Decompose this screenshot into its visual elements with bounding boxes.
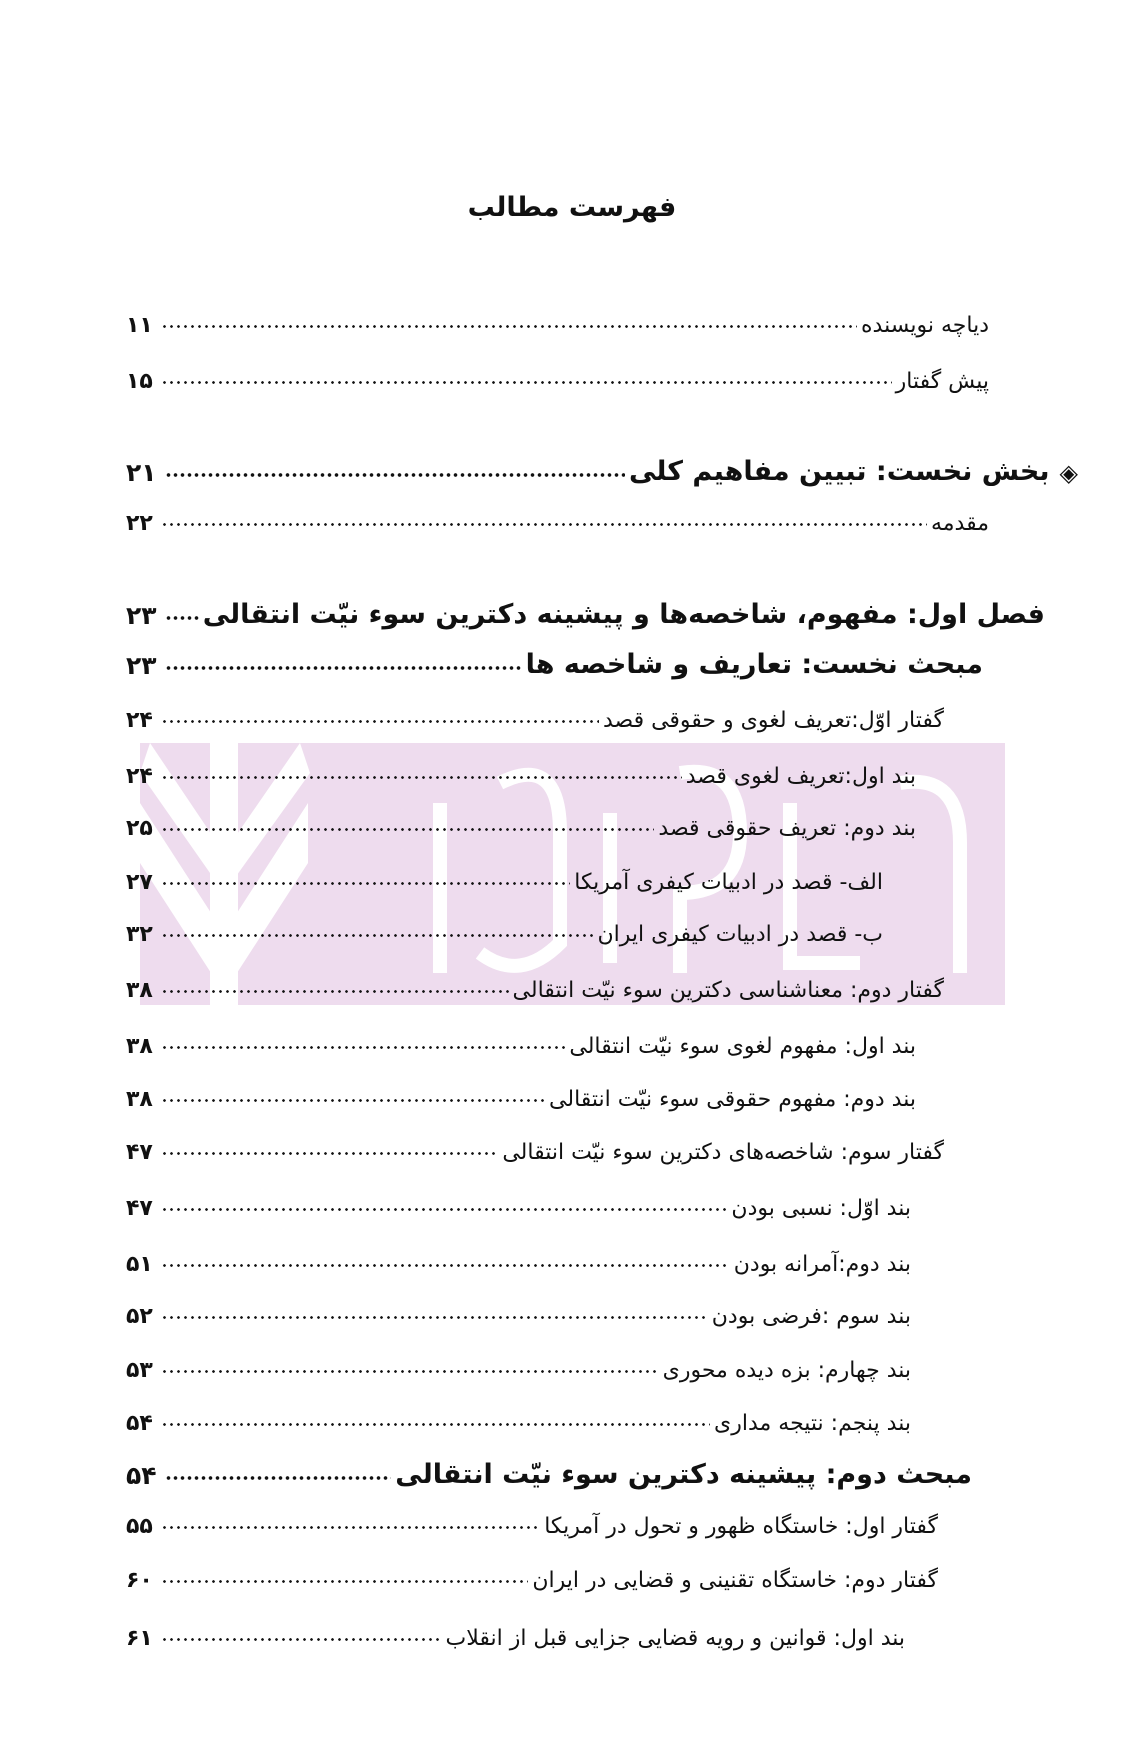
toc-entry-page: ۱۱: [126, 313, 153, 338]
toc-entry-page: ۵۵: [126, 1514, 153, 1539]
dot-leader: [161, 1638, 442, 1641]
toc-entry[interactable]: [126, 963, 944, 1003]
toc-entry[interactable]: [126, 640, 983, 680]
dot-leader: [161, 1208, 728, 1211]
toc-entry[interactable]: [126, 590, 1045, 630]
toc-entry-page: ۶۰: [126, 1568, 153, 1593]
dot-leader: [161, 325, 857, 328]
toc-entry-title: گفتار اول: خاستگاه ظهور و تحول در آمریکا: [544, 1514, 938, 1539]
dot-leader: [161, 1264, 730, 1267]
toc-entry-title: بند سوم :فرضی بودن: [711, 1304, 911, 1329]
page-title: فهرست مطالب: [467, 192, 677, 223]
dot-leader: [165, 1476, 392, 1480]
toc-entry[interactable]: [126, 496, 989, 536]
dot-leader: [165, 666, 522, 670]
toc-entry[interactable]: [126, 1611, 905, 1651]
toc-entry-title: پیش گفتار: [895, 369, 989, 394]
toc-entry[interactable]: [126, 447, 1078, 487]
toc-entry-title: گفتار سوم: شاخصه‌های دکترین سوء نیّت انتقالی: [502, 1140, 944, 1165]
diamond-icon: ◈: [1059, 459, 1078, 487]
dot-leader: [161, 381, 892, 384]
toc-entry[interactable]: [126, 693, 944, 733]
toc-entry[interactable]: [126, 907, 883, 947]
toc-entry-page: ۲۱: [126, 458, 157, 487]
dot-leader: [165, 473, 625, 477]
toc-entry-page: ۶۱: [126, 1626, 153, 1651]
dot-leader: [161, 1099, 545, 1102]
toc-entry-page: ۳۸: [126, 1087, 153, 1112]
toc-entry-title: گفتار دوم: خاستگاه تقنینی و قضایی در ایران: [532, 1568, 938, 1593]
toc-entry-title: بند دوم:آمرانه بودن: [733, 1252, 911, 1277]
toc-entry-title: مبحث دوم: پیشینه دکترین سوء نیّت انتقالی: [395, 1459, 972, 1490]
dot-leader: [161, 1046, 566, 1049]
toc-entry[interactable]: [126, 1237, 911, 1277]
toc-entry[interactable]: [126, 1289, 911, 1329]
toc-entry[interactable]: [126, 749, 916, 789]
toc-entry-title: بند اول: قوانین و رویه قضایی جزایی قبل از انقلاب: [445, 1626, 905, 1651]
dot-leader: [161, 1526, 540, 1529]
toc-entry-page: ۲۷: [126, 870, 153, 895]
dot-leader: [161, 934, 594, 937]
toc-entry-title: بند دوم: تعریف حقوقی قصد: [658, 816, 916, 841]
toc-entry[interactable]: [126, 1553, 938, 1593]
toc-entry-page: ۲۳: [126, 601, 157, 630]
toc-entry[interactable]: [126, 1343, 911, 1383]
toc-entry[interactable]: [126, 801, 916, 841]
toc-entry-title: فصل اول: مفهوم، شاخصه‌ها و پیشینه دکترین سوء نیّت انتقالی: [202, 599, 1045, 630]
toc-entry-page: ۵۲: [126, 1304, 153, 1329]
toc-entry-page: ۳۲: [126, 922, 153, 947]
toc-entry-title: بند اول: مفهوم لغوی سوء نیّت انتقالی: [569, 1034, 916, 1059]
toc-entry-title: ب- قصد در ادبیات کیفری ایران: [597, 922, 883, 947]
toc-entry-title: بند اول:تعریف لغوی قصد: [685, 764, 916, 789]
toc-entry[interactable]: [126, 354, 989, 394]
toc-entry[interactable]: [126, 1450, 972, 1490]
toc-entry[interactable]: [126, 855, 883, 895]
toc-entry[interactable]: [126, 298, 989, 338]
toc-entry-title: مقدمه: [930, 511, 989, 536]
dot-leader: [161, 720, 599, 723]
toc-entry-page: ۵۴: [126, 1411, 153, 1436]
toc-entry-page: ۲۴: [126, 764, 153, 789]
toc-entry[interactable]: [126, 1125, 944, 1165]
toc-entry[interactable]: [126, 1396, 911, 1436]
toc-entry-page: ۳۸: [126, 978, 153, 1003]
toc-entry-title: الف- قصد در ادبیات کیفری آمریکا: [574, 870, 883, 895]
toc-entry-page: ۳۸: [126, 1034, 153, 1059]
toc-entry-page: ۲۲: [126, 511, 153, 536]
toc-entry[interactable]: [126, 1499, 938, 1539]
dot-leader: [161, 1316, 708, 1319]
toc-entry-page: ۵۴: [126, 1461, 157, 1490]
dot-leader: [161, 990, 509, 993]
toc-entry-page: ۲۴: [126, 708, 153, 733]
toc-entry-title: گفتار اوّل:تعریف لغوی و حقوقی قصد: [602, 708, 944, 733]
dot-leader: [161, 1370, 659, 1373]
dot-leader: [165, 616, 199, 620]
dot-leader: [161, 882, 570, 885]
dot-leader: [161, 828, 655, 831]
toc-entry-title: مبحث نخست: تعاریف و شاخصه ها: [525, 649, 983, 680]
dot-leader: [161, 523, 927, 526]
toc-entry-title: بند چهارم: بزه دیده محوری: [662, 1358, 911, 1383]
toc-entry-page: ۴۷: [126, 1140, 153, 1165]
dot-leader: [161, 1580, 528, 1583]
toc-entry-page: ۵۱: [126, 1252, 153, 1277]
toc-entry-page: ۲۳: [126, 651, 157, 680]
toc-entry-title: بخش نخست: تبیین مفاهیم کلی: [628, 456, 1050, 487]
toc-entry[interactable]: [126, 1181, 911, 1221]
dot-leader: [161, 776, 682, 779]
toc-entry[interactable]: [126, 1019, 916, 1059]
toc-entry-title: بند دوم: مفهوم حقوقی سوء نیّت انتقالی: [549, 1087, 916, 1112]
toc-entry-title: بند اوّل: نسبی بودن: [731, 1196, 911, 1221]
toc-entry-page: ۵۳: [126, 1358, 153, 1383]
dot-leader: [161, 1152, 498, 1155]
toc-entry[interactable]: [126, 1072, 916, 1112]
dot-leader: [161, 1423, 710, 1426]
toc-entry-page: ۴۷: [126, 1196, 153, 1221]
toc-entry-title: دیاچه نویسنده: [861, 313, 989, 338]
toc-entry-page: ۲۵: [126, 816, 153, 841]
toc-entry-title: بند پنجم: نتیجه مداری: [714, 1411, 911, 1436]
toc-entry-page: ۱۵: [126, 369, 153, 394]
toc-entry-title: گفتار دوم: معناشناسی دکترین سوء نیّت انتقالی: [512, 978, 944, 1003]
